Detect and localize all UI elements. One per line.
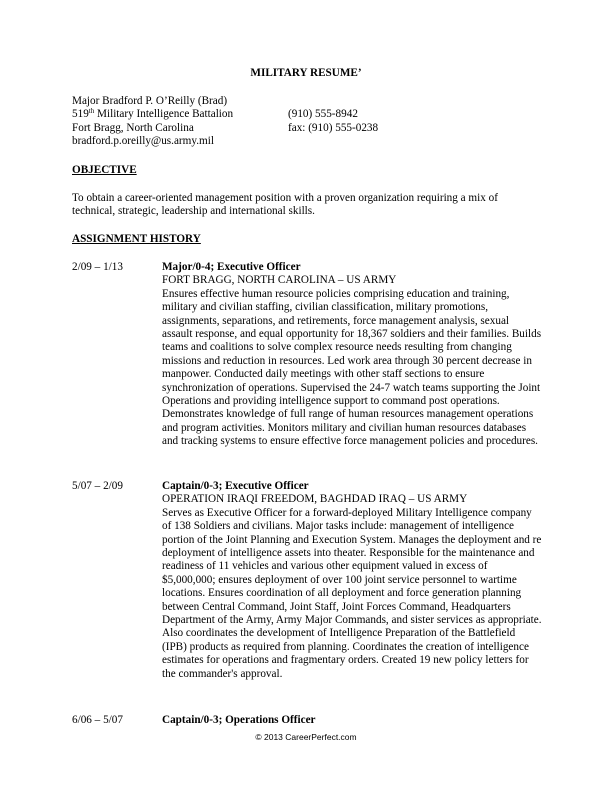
- assignment-organization: OPERATION IRAQI FREEDOM, BAGHDAD IRAQ – US ARMY: [162, 493, 468, 506]
- assignment-title: Captain/0-3; Operations Officer: [162, 714, 316, 726]
- assignment-entry: [72, 714, 542, 728]
- assignment-body: [162, 480, 542, 681]
- contact-row-email: [72, 135, 542, 148]
- assignment-entry: [72, 480, 542, 705]
- assignment-organization: FORT BRAGG, NORTH CAROLINA – US ARMY: [162, 274, 397, 287]
- contact-unit: [72, 108, 233, 121]
- contact-phone: (910) 555-8942: [288, 108, 358, 121]
- contact-name: Major Bradford P. O’Reilly (Brad): [72, 95, 228, 107]
- assignment-dates: 5/07 – 2/09: [72, 480, 123, 492]
- contact-email: bradford.p.oreilly@us.army.mil: [72, 135, 214, 148]
- objective-text: To obtain a career-oriented management position with a proven organization requiring a mix of technical, strategic, leadership and international skills.: [72, 192, 498, 218]
- contact-row-unit: [72, 108, 542, 121]
- contact-unit-rest: Military Intelligence Battalion: [94, 108, 234, 121]
- assignment-entry: [72, 261, 542, 471]
- contact-fax: fax: (910) 555-0238: [288, 121, 379, 134]
- assignment-body: [162, 714, 542, 727]
- contact-block: [72, 95, 542, 149]
- assignment-description: Serves as Executive Officer for a forward-deployed Military Intelligence company of 138 Soldiers and civilians. Major tasks include: management of intelligence portion of the Joint Planning and Execution System. Manages the deployment and re deployment of intelligence assets into theater. Responsible for the maintenance and readiness of 11 vehicles and various other equipment valued in excess of $5,000,000; ensures deployment of over 100 joint service personnel to wartime locations. Ensures coordination of all deployment and force generation planning between Central Command, Joint Staff, Joint Forces Command, Headquarters Department of the Army, Army Major Commands, and sister services as appropriate. Also coordinates the development of Intelligence Preparation of the Battlefield (IPB) products as required from planning. Coordinates the creation of intelligence estimates for operations and fragmentary orders. Created 19 new policy letters for the commander's approval.: [162, 506, 542, 680]
- assignment-description: Ensures effective human resource policies comprising education and training, military and civilian staffing, civilian classification, military promotions, assignments, separations, and retirements, force management analysis, sexual assault response, and equal opportunity for 18,367 soldiers and their families. Builds teams and coalitions to solve complex resource needs resulting from changing missions and reduction in resources. Led work area through 30 percent decrease in manpower. Conducted daily meetings with other staff sections to ensure synchronization of operations. Supervised the 24-7 watch teams supporting the Joint Operations and providing intelligence support to command post operations. Demonstrates knowledge of full range of human resources management operations and program activities. Monitors military and civilian human resources databases and tracking systems to ensure effective force management policies and procedures.: [162, 287, 542, 448]
- contact-unit-number: 519: [72, 108, 89, 121]
- assignment-dates: 2/09 – 1/13: [72, 261, 123, 273]
- contact-row-name: [72, 95, 542, 108]
- assignment-history-heading: ASSIGNMENT HISTORY: [72, 233, 201, 245]
- assignment-dates: 6/06 – 5/07: [72, 714, 123, 726]
- contact-row-location: [72, 122, 542, 135]
- resume-title: MILITARY RESUME’: [250, 67, 362, 79]
- footer-copyright: © 2013 CareerPerfect.com: [255, 732, 357, 742]
- assignment-title: Major/0-4; Executive Officer: [162, 261, 301, 273]
- objective-heading: OBJECTIVE: [72, 164, 137, 176]
- assignment-title: Captain/0-3; Executive Officer: [162, 480, 309, 492]
- contact-location: Fort Bragg, North Carolina: [72, 121, 194, 134]
- contact-unit-sup: th: [88, 107, 95, 116]
- assignment-body: [162, 261, 542, 449]
